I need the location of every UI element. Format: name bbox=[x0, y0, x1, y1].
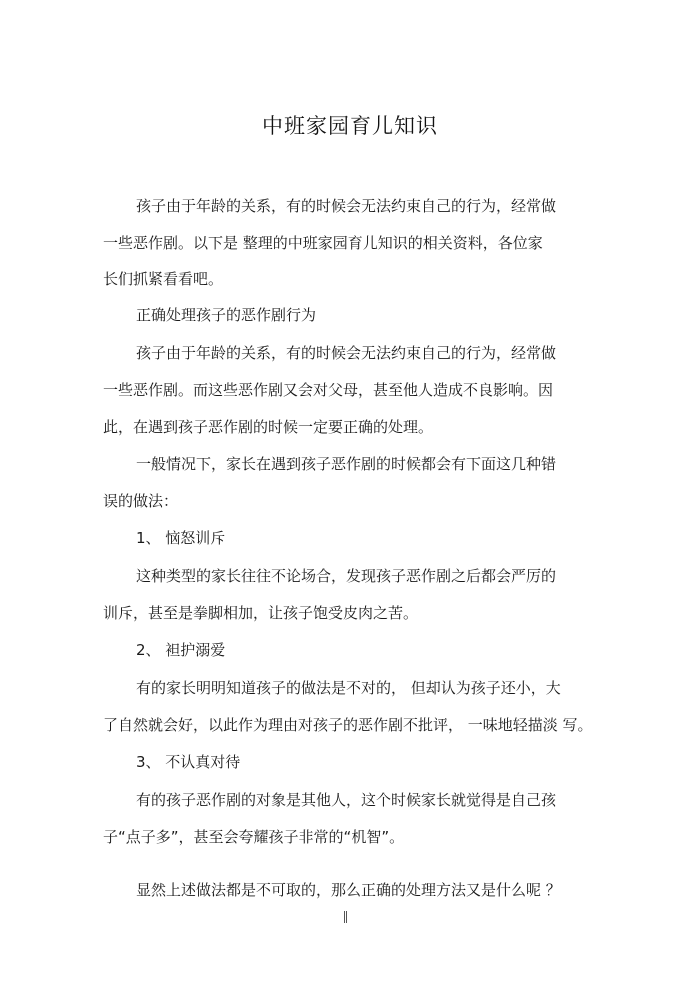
paragraph-line: 显然上述做法都是不可取的，那么正确的处理方法又是什么呢 ？ bbox=[136, 881, 561, 899]
section-heading: 正确处理孩子的恶作剧行为 bbox=[136, 306, 317, 324]
paragraph-line: 有的孩子恶作剧的对象是其他人，这个时候家长就觉得是自己孩 bbox=[136, 791, 557, 809]
paragraph-line: 一些恶作剧。以下是 整理的中班家园育儿知识的相关资料，各位家 bbox=[103, 234, 543, 252]
list-item-heading: 3、 不认真对待 bbox=[136, 753, 241, 771]
page-break-marker bbox=[344, 911, 347, 923]
document-title: 中班家园育儿知识 bbox=[262, 114, 438, 138]
paragraph-line: 此，在遇到孩子恶作剧的时候一定要正确的处理。 bbox=[103, 418, 434, 436]
paragraph-line: 孩子由于年龄的关系，有的时候会无法约束自己的行为，经常做 bbox=[136, 197, 557, 215]
paragraph-line: 一些恶作剧。而这些恶作剧又会对父母，甚至他人造成不良影响。因 bbox=[103, 381, 554, 399]
paragraph-line: 有的家长明明知道孩子的做法是不对的， 但却认为孩子还小，大 bbox=[136, 679, 561, 697]
paragraph-line: 长们抓紧看看吧。 bbox=[103, 270, 224, 288]
paragraph-line: 一般情况下，家长在遇到孩子恶作剧的时候都会有下面这几种错 bbox=[136, 455, 557, 473]
paragraph-line: 孩子由于年龄的关系，有的时候会无法约束自己的行为，经常做 bbox=[136, 344, 557, 362]
list-item-heading: 2、 袒护溺爱 bbox=[136, 641, 226, 659]
list-item-heading: 1、 恼怒训斥 bbox=[136, 529, 226, 547]
paragraph-line: 了自然就会好，以此作为理由对孩子的恶作剧不批评， 一味地轻描淡 写。 bbox=[103, 716, 593, 734]
paragraph-line: 子“点子多”，甚至会夸耀孩子非常的“机智”。 bbox=[103, 828, 405, 846]
paragraph-line: 这种类型的家长往往不论场合，发现孩子恶作剧之后都会严厉的 bbox=[136, 567, 557, 585]
paragraph-line: 误的做法： bbox=[103, 492, 179, 510]
paragraph-line: 训斥，甚至是拳脚相加，让孩子饱受皮肉之苦。 bbox=[103, 604, 419, 622]
